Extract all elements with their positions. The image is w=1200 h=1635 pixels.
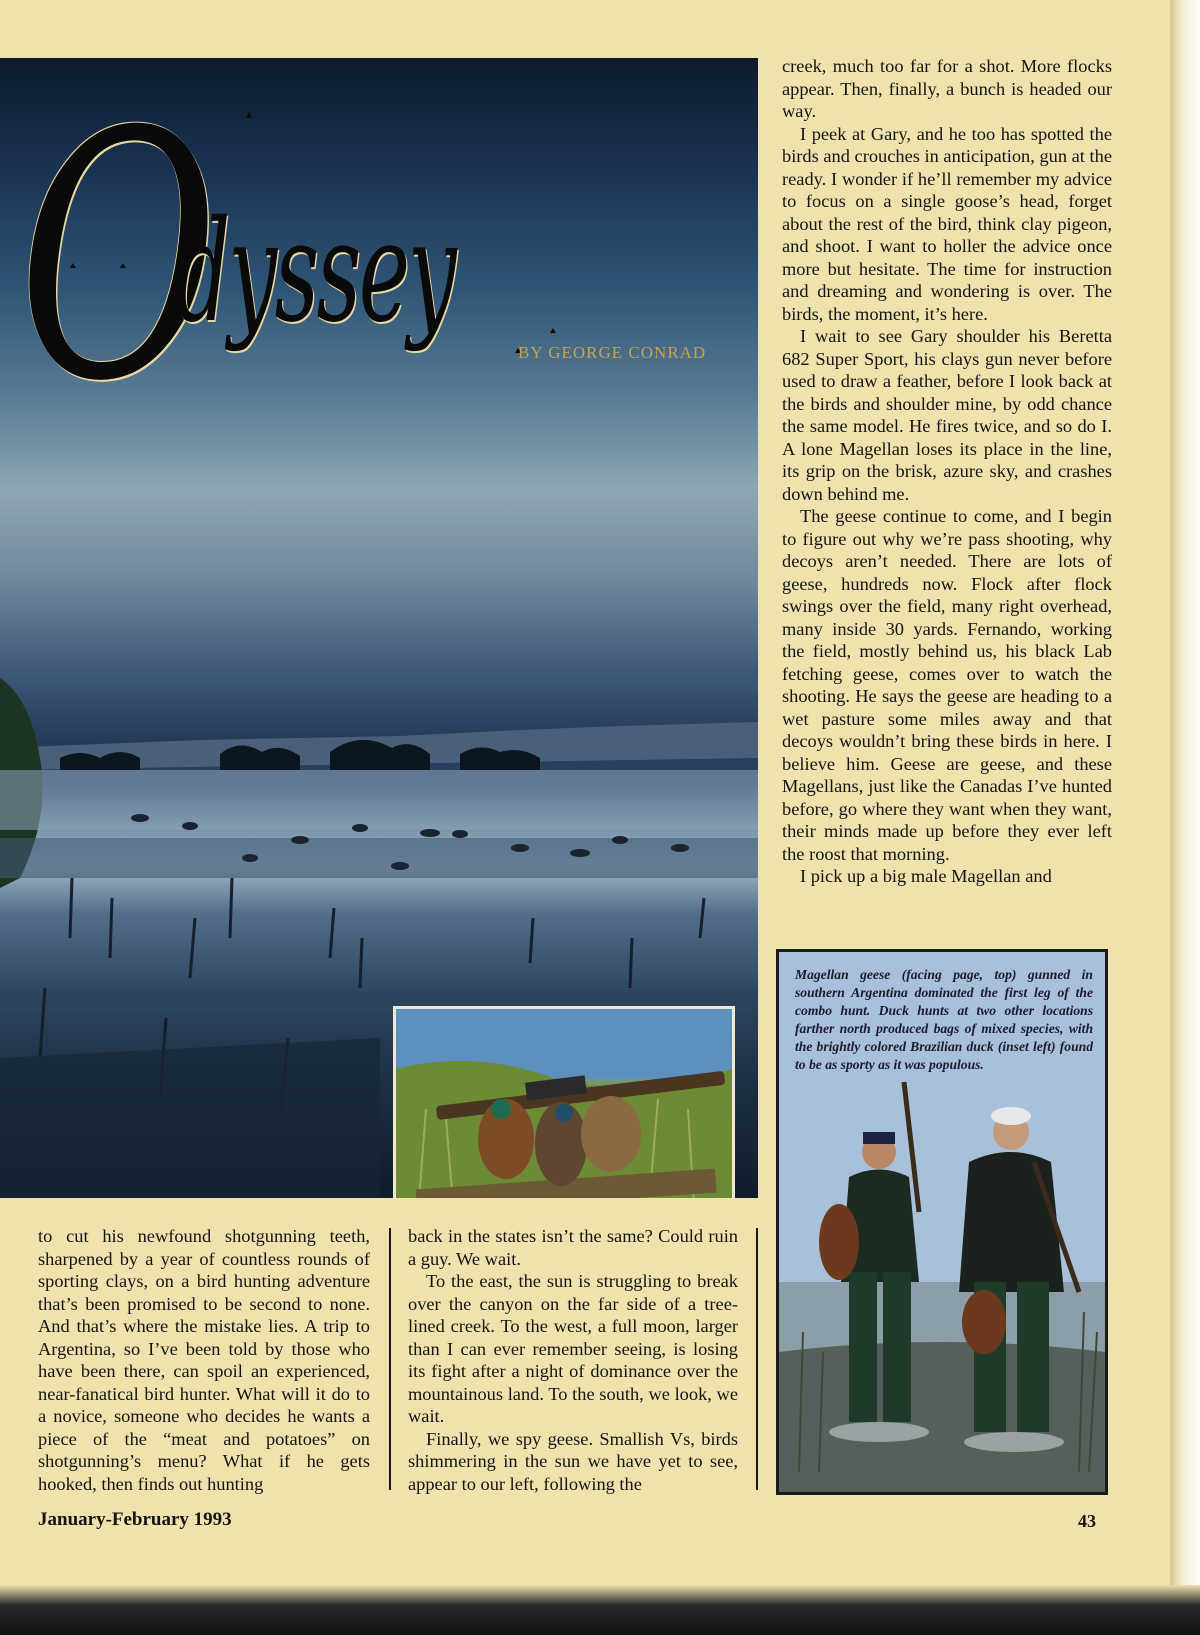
column-divider xyxy=(389,1228,391,1490)
article-title: dyssey xyxy=(175,191,455,354)
duck-inset-photo xyxy=(393,1006,735,1198)
paragraph: I wait to see Gary shoulder his Beretta 682 Super Sport, his clays gun never before used to draw a feather, before I look back at the birds and shoulder mine, by odd chance the same model. He fires twice, and so do I. A lone Magellan loses its place in the line, its grip on the brisk, azure sky, and crashes down behind me. xyxy=(782,326,1112,504)
article-column-bottom-left xyxy=(38,1225,370,1495)
paragraph: back in the states isn’t the same? Could ruin a guy. We wait. xyxy=(408,1226,738,1269)
ducks-and-shotgun-illustration xyxy=(396,1009,732,1198)
column-divider xyxy=(756,1228,758,1490)
caption-photo-box xyxy=(776,949,1108,1495)
page-shadow xyxy=(0,1585,1200,1635)
paragraph: To the east, the sun is struggling to break over the canyon on the far side of a tree-lined creek. To the west, a full moon, larger than I can ever remember seeing, is losing its fight after a night of dominance over the mountainous land. To the south, we look, we wait. xyxy=(408,1271,738,1426)
paragraph: Finally, we spy geese. Smallish Vs, birds shimmering in the sun we have yet to see, appear to our left, following the xyxy=(408,1428,738,1494)
paragraph: The geese continue to come, and I begin to figure out why we’re pass shooting, why decoys aren’t needed. There are lots of geese, hundreds now. Flock after flock swings over the field, many right overhead, many inside 30 yards. Fernando, working the field, mostly behind us, his black Lab fetching geese, comes over to watch the shooting. He says the geese are heading to a wet pasture some miles away and that decoys wouldn’t bring these birds in here. I believe him. Geese are geese, and these Magellans, just like the Canadas I’ve hunted before, go where they want when they want, their minds made up before they ever left the roost that morning. xyxy=(782,506,1112,864)
title-initial: O xyxy=(18,60,219,456)
photo-caption: Magellan geese (facing page, top) gunned in southern Argentina dominated the first leg of the combo hunt. Duck hunts at two other locations farther north produced bags of mixed species, with the brightly colored Brazilian duck (inset left) found to be as sporty as it was populous. xyxy=(795,967,1093,1072)
byline: BY GEORGE CONRAD xyxy=(518,343,707,362)
article-column-right xyxy=(782,55,1112,888)
article-column-bottom-middle xyxy=(408,1225,738,1495)
paragraph: I pick up a big male Magellan and xyxy=(800,866,1052,886)
marsh-photo xyxy=(0,58,758,1198)
issue-date: January-February 1993 xyxy=(38,1509,232,1530)
page-number: 43 xyxy=(1078,1511,1096,1531)
paragraph: creek, much too far for a shot. More flocks appear. Then, finally, a bunch is headed our way. xyxy=(782,56,1112,121)
paragraph: to cut his newfound shotgunning teeth, sharpened by a year of countless rounds of sporting clays, on a bird hunting adventure that’s been promised to be second to none. And that’s where the mistake lies. A trip to Argentina, so I’ve been told by those who have been there, can spoil an experienced, near-fanatical bird hunter. What will it do to a novice, someone who decides he wants a piece of the “meat and potatoes” on shotgunning’s menu? What if he gets hooked, then finds out hunting xyxy=(38,1226,370,1494)
page-edge xyxy=(1170,0,1200,1635)
paragraph: I peek at Gary, and he too has spotted the birds and crouches in anticipation, gun at the ready. I wonder if he’ll remember my advice to focus on a single goose’s head, forget about the rest of the bird, think clay pigeon, and shoot. I want to holler the advice once more but hesitate. The time for instruction and dreaming and wondering is over. The birds, the moment, it’s here. xyxy=(782,123,1112,324)
